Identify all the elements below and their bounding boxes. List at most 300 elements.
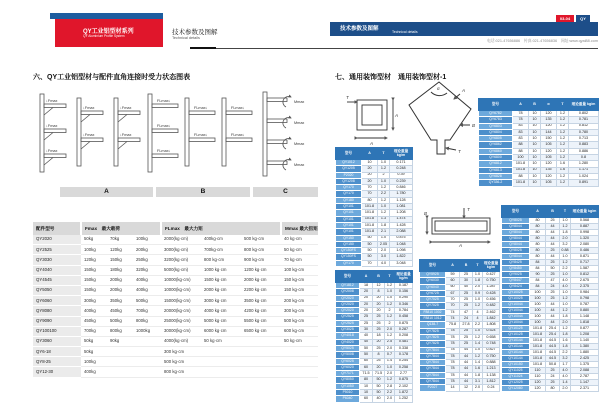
value-cell: 10: [529, 148, 541, 154]
value-cell: 1.375: [571, 362, 599, 368]
value-cell: 1.0: [378, 204, 390, 210]
value-cell: 50kg: [81, 347, 107, 357]
value-cell: 600 kg·cm: [281, 326, 318, 336]
brand-badge: QY: [576, 15, 590, 22]
value-cell: 0.287: [395, 327, 413, 333]
model-cell: QY4018: [336, 333, 360, 339]
value-cell: 80: [530, 242, 546, 248]
model-cell: QY6040: [420, 284, 446, 290]
value-cell: 0.875: [395, 377, 413, 383]
dim-label-a: A: [462, 88, 466, 93]
model-cell: QY10125: [502, 326, 530, 332]
table-row: [33, 265, 318, 275]
value-cell: 20: [360, 289, 373, 295]
value-cell: 1.872: [395, 390, 413, 396]
value-cell: 50: [360, 345, 373, 351]
value-cell: 0.9: [473, 290, 483, 296]
value-cell: 25: [373, 345, 385, 351]
value-cell: 70: [362, 185, 378, 191]
value-cell: 78: [446, 372, 460, 378]
model-cell: QY6782: [479, 111, 513, 117]
value-cell: 1.880: [571, 350, 599, 356]
model-cell: QY3030: [33, 255, 81, 265]
value-cell: 0.458: [395, 314, 413, 320]
value-cell: 700kg: [133, 306, 161, 316]
value-cell: 1.380: [571, 344, 599, 350]
value-cell: 0.846: [390, 185, 413, 191]
model-cell: QY6725: [420, 290, 446, 296]
value-cell: 1.2: [378, 185, 390, 191]
col-header-a: A: [530, 206, 546, 218]
dim-label-t: T: [467, 207, 470, 212]
value-cell: 10: [529, 142, 541, 148]
value-cell: 1.2: [560, 326, 571, 332]
value-cell: 120: [541, 173, 557, 179]
header-rule: [190, 48, 598, 49]
mmax-label: Mmax: [294, 121, 305, 125]
value-cell: 0.998: [571, 230, 599, 236]
value-cell: 1.2: [557, 180, 569, 186]
model-cell: QY6804: [479, 129, 513, 135]
value-cell: 500kg: [107, 316, 133, 326]
model-cell: QY6828: [479, 173, 513, 179]
value-cell: 74: [446, 309, 460, 315]
table-row: [33, 336, 318, 346]
col-header-b: B: [460, 260, 473, 272]
value-cell: 47: [460, 309, 473, 315]
value-cell: 50: [362, 235, 378, 241]
model-cell: QY7025: [420, 303, 446, 309]
value-cell: 18: [360, 283, 373, 289]
value-cell: 101.8: [530, 350, 546, 356]
model-cell: QY6020: [336, 364, 360, 370]
value-cell: 2.088: [390, 229, 413, 235]
rect-tube-diagram: [424, 202, 500, 248]
value-cell: 78: [446, 353, 460, 359]
value-cell: 25: [460, 328, 473, 334]
value-cell: 101.8: [362, 204, 378, 210]
header-rule-accent: [190, 47, 216, 50]
value-cell: 1.4: [560, 380, 571, 386]
table-row: [33, 316, 318, 326]
value-cell: 0.239: [390, 178, 413, 184]
value-cell: 1.0: [560, 302, 571, 308]
fmax-label: ↓Fmax: [46, 99, 58, 103]
value-cell: 83: [513, 136, 529, 142]
value-cell: 88: [513, 142, 529, 148]
col-header-t: T: [557, 99, 569, 111]
value-cell: 101.8: [530, 332, 546, 338]
value-cell: 1.4: [473, 341, 483, 347]
value-cell: 500 kg·cm: [241, 235, 281, 245]
value-cell: 10: [529, 167, 541, 173]
value-cell: 70 kg·cm: [281, 255, 318, 265]
model-cell: QY5050: [33, 285, 81, 295]
model-cell: QY6-18: [33, 347, 81, 357]
value-cell: 3.1: [473, 379, 483, 385]
value-cell: 0.187: [395, 283, 413, 289]
value-cell: 1.474: [390, 216, 413, 222]
value-cell: 50: [362, 254, 378, 260]
value-cell: 71.5: [360, 371, 373, 377]
value-cell: 44: [546, 224, 560, 230]
value-cell: 1.587: [571, 266, 599, 272]
model-cell: QY12080: [502, 386, 530, 392]
model-cell: QY8044: [502, 224, 530, 230]
value-cell: 4: [473, 316, 483, 322]
value-cell: 25000(kg·cm): [161, 316, 201, 326]
value-cell: 3000(kg·cm): [161, 245, 201, 255]
value-cell: 83: [513, 129, 529, 135]
value-cell: 1.128: [390, 197, 413, 203]
value-cell: 44: [460, 379, 473, 385]
model-cell: P2027: [420, 385, 446, 391]
value-cell: 1.2: [560, 224, 571, 230]
model-cell: QY9025: [502, 272, 530, 278]
value-cell: 44.5: [546, 350, 560, 356]
value-cell: 40: [360, 333, 373, 339]
model-cell: QY10150: [502, 362, 530, 368]
value-cell: 12: [373, 283, 385, 289]
value-cell: 1.6: [557, 161, 569, 167]
value-cell: 1.428: [390, 222, 413, 228]
value-cell: 110: [530, 374, 546, 380]
value-cell: 50kg: [81, 235, 107, 245]
value-cell: [281, 357, 318, 367]
value-cell: 60: [360, 396, 373, 402]
model-cell: QY8025: [502, 218, 530, 224]
model-cell: P2020: [336, 172, 362, 178]
table-header-row: [502, 206, 599, 218]
value-cell: [241, 357, 281, 367]
value-cell: 10: [360, 390, 373, 396]
value-cell: 200kg: [107, 285, 133, 295]
value-cell: 60: [446, 284, 460, 290]
value-cell: 2.2: [560, 266, 571, 272]
value-cell: 120: [541, 161, 557, 167]
value-cell: 101.8: [530, 344, 546, 350]
value-cell: 25: [546, 290, 560, 296]
model-cell: QY7171: [336, 371, 360, 377]
model-cell: QY2020: [33, 235, 81, 245]
value-cell: 80: [530, 254, 546, 260]
value-cell: 1.3: [378, 216, 390, 222]
value-cell: 1.808: [483, 322, 500, 328]
value-cell: 25: [373, 320, 385, 326]
value-cell: 10: [529, 117, 541, 123]
value-cell: 2.0: [385, 327, 395, 333]
model-cell: QY8424: [502, 284, 530, 290]
value-cell: 30: [360, 327, 373, 333]
col-header-alpha: α: [541, 99, 557, 111]
value-cell: 0.346: [395, 301, 413, 307]
col-header-t: T: [385, 271, 395, 283]
value-cell: 100: [530, 320, 546, 326]
value-cell: 1.812: [483, 379, 500, 385]
model-cell: QY6812: [479, 161, 513, 167]
value-cell: 0.812: [571, 272, 599, 278]
value-cell: 800 kg·cm: [161, 367, 201, 377]
col-header-fmax: Fmax 最大载荷: [81, 222, 161, 235]
table-row: [33, 347, 318, 357]
value-cell: 100: [530, 308, 546, 314]
value-cell: 40: [360, 339, 373, 345]
dim-label-alpha: α: [437, 86, 440, 91]
value-cell: 44: [546, 242, 560, 248]
col-header-b: B: [373, 271, 385, 283]
value-cell: 84: [530, 278, 546, 284]
value-cell: 25: [546, 260, 560, 266]
value-cell: 44: [546, 254, 560, 260]
value-cell: 20: [373, 339, 385, 345]
value-cell: 40: [373, 396, 385, 402]
model-cell: QY10144: [502, 338, 530, 344]
value-cell: 150: [541, 136, 557, 142]
value-cell: 100: [530, 296, 546, 302]
value-cell: 400kg: [81, 367, 107, 377]
value-cell: 1.0: [378, 178, 390, 184]
value-cell: 6500 kg·cm: [241, 326, 281, 336]
value-cell: 25: [360, 320, 373, 326]
value-cell: 25: [460, 341, 473, 347]
model-cell: QY6800: [479, 155, 513, 161]
dim-label-t: T: [346, 95, 349, 100]
value-cell: 0.784: [395, 308, 413, 314]
value-cell: 500kg: [133, 296, 161, 306]
corner-profile-table: [478, 98, 599, 187]
table-row: [33, 285, 318, 295]
model-cell: QY5008: [336, 352, 360, 358]
col-header-weight: 理论重量 kg/m: [483, 260, 500, 272]
value-cell: 135: [541, 167, 557, 173]
value-cell: 1.6: [473, 366, 483, 372]
model-cell: QY6803: [479, 123, 513, 129]
value-cell: 25.4: [546, 332, 560, 338]
value-cell: 1.4: [385, 358, 395, 364]
col-header-model: 型号: [502, 206, 530, 218]
value-cell: 44.5: [546, 344, 560, 350]
value-cell: 101.8: [530, 338, 546, 344]
flmax-label: FLmax↓: [157, 124, 171, 128]
value-cell: 1.0: [560, 254, 571, 260]
value-cell: 10000(kg·cm): [161, 285, 201, 295]
value-cell: 1.208: [571, 332, 599, 338]
value-cell: 101.8: [530, 356, 546, 362]
value-cell: 2.0: [385, 396, 395, 402]
value-cell: 1.2: [557, 173, 569, 179]
value-cell: 80: [530, 218, 546, 224]
value-cell: 1.822: [390, 254, 413, 260]
left-section-title: 六、QY工业铝型材与配件直角连接时受力状态图表: [33, 74, 191, 81]
value-cell: 0.156: [395, 289, 413, 295]
value-cell: 50 kg·cm: [281, 245, 318, 255]
value-cell: 60: [360, 364, 373, 370]
value-cell: 47: [546, 278, 560, 284]
model-cell: QY8044: [502, 236, 530, 242]
value-cell: 40: [460, 284, 473, 290]
value-cell: 78: [513, 117, 529, 123]
value-cell: 44: [546, 308, 560, 314]
model-cell: QY336-2: [479, 180, 513, 186]
table-header-row: [336, 148, 413, 160]
value-cell: 1.2: [557, 148, 569, 154]
value-cell: 25: [460, 334, 473, 340]
model-cell: QY7825: [420, 334, 446, 340]
value-cell: [201, 347, 241, 357]
model-cell: QY8080: [33, 306, 81, 316]
model-cell: QY8050: [336, 377, 360, 383]
value-cell: 250kg: [133, 255, 161, 265]
model-cell: QY2020: [336, 295, 360, 301]
value-cell: 0.781: [569, 117, 599, 123]
value-cell: 44: [546, 320, 560, 326]
value-cell: 2: [378, 172, 390, 178]
value-cell: 150kg: [81, 265, 107, 275]
value-cell: [107, 357, 133, 367]
value-cell: 105: [541, 155, 557, 161]
model-cell: QY7025: [420, 297, 446, 303]
value-cell: 50.8: [546, 362, 560, 368]
value-cell: 3.048: [390, 260, 413, 266]
value-cell: 5000(kg·cm): [161, 265, 201, 275]
value-cell: 59: [446, 272, 460, 278]
model-cell: P5010: [336, 390, 360, 396]
value-cell: 500 kg·cm: [281, 316, 318, 326]
value-cell: 50 kg·cm: [201, 336, 241, 346]
model-cell: QY8044: [502, 254, 530, 260]
value-cell: 0.875: [390, 235, 413, 241]
value-cell: 0.750: [483, 353, 500, 359]
value-cell: 120kg: [107, 245, 133, 255]
value-cell: 78: [446, 334, 460, 340]
value-cell: 135: [541, 117, 557, 123]
value-cell: 101.8: [513, 161, 529, 167]
page-number-badge: 03-04: [556, 15, 574, 22]
dim-label-a: A: [459, 243, 463, 248]
model-cell: QY3060: [33, 336, 81, 346]
model-cell: QY8044: [502, 242, 530, 248]
model-cell: QY150FS: [336, 254, 362, 260]
model-cell: QY7844: [420, 360, 446, 366]
value-cell: 0.178: [395, 352, 413, 358]
col-header-model: 型号: [336, 148, 362, 160]
value-cell: 1.2: [560, 308, 571, 314]
value-cell: 10000(kg·cm): [161, 275, 201, 285]
flat-profile-table-3: [501, 205, 599, 392]
value-cell: 25: [373, 358, 385, 364]
value-cell: 0.88: [561, 247, 569, 252]
group-label-c: C: [253, 187, 318, 197]
value-cell: 25: [460, 272, 473, 278]
model-cell: QY5025: [336, 345, 360, 351]
model-cell: QY170: [336, 191, 362, 197]
value-cell: 14: [446, 385, 460, 391]
value-cell: 100: [530, 290, 546, 296]
dim-label-b: B: [424, 211, 428, 216]
value-cell: 1.4: [473, 360, 483, 366]
value-cell: 1.0: [560, 218, 571, 224]
value-cell: [133, 347, 161, 357]
model-cell: QY8447: [502, 278, 530, 284]
value-cell: 15000(kg·cm): [161, 296, 201, 306]
banner-title-en: Technical details: [392, 30, 418, 34]
value-cell: 1.2: [557, 142, 569, 148]
value-cell: 101.8: [362, 229, 378, 235]
model-cell: QY2020: [336, 308, 360, 314]
value-cell: 100: [530, 314, 546, 320]
value-cell: 0.524: [483, 328, 500, 334]
flmax-label: FLmax↓: [194, 133, 208, 137]
value-cell: 2.2: [378, 191, 390, 197]
value-cell: 0.875: [395, 320, 413, 326]
value-cell: 1.320: [571, 236, 599, 242]
value-cell: 25: [460, 290, 473, 296]
model-cell: QY6860: [479, 148, 513, 154]
model-cell: QY10044: [502, 320, 530, 326]
value-cell: 120kg: [81, 255, 107, 265]
model-cell: QY101: [336, 216, 362, 222]
value-cell: 0.886: [569, 148, 599, 154]
table-row: [33, 275, 318, 285]
model-cell: QY10144: [502, 350, 530, 356]
value-cell: 1.2: [385, 283, 395, 289]
value-cell: 50: [373, 377, 385, 383]
col-header-flmax: FLmax 最大力矩: [161, 222, 281, 235]
value-cell: [241, 336, 281, 346]
value-cell: 78: [446, 379, 460, 385]
value-cell: 20: [373, 301, 385, 307]
value-cell: 2.05: [378, 241, 390, 247]
model-cell: QY101: [336, 229, 362, 235]
value-cell: 400kg·cm: [201, 235, 241, 245]
dim-label-a: A: [370, 141, 374, 146]
value-cell: 1.208: [390, 210, 413, 216]
value-cell: 450kg: [81, 316, 107, 326]
model-cell: QY8450: [502, 266, 530, 272]
model-cell: QY150: [336, 235, 362, 241]
value-cell: 44: [460, 353, 473, 359]
value-cell: 0.888: [483, 360, 500, 366]
model-cell: QY1208: [336, 178, 362, 184]
value-cell: 2.0: [378, 248, 390, 254]
value-cell: 2.0: [385, 371, 395, 377]
value-cell: 0.984: [571, 290, 599, 296]
model-cell: QY10025: [502, 296, 530, 302]
model-cell: QY4545: [33, 275, 81, 285]
value-cell: 30000(kg·cm): [161, 326, 201, 336]
value-cell: 0.248: [390, 166, 413, 172]
col-header-t: T: [560, 206, 571, 218]
dim-label-b: B: [472, 123, 476, 128]
table-header-row: [336, 271, 413, 283]
value-cell: [107, 367, 133, 377]
model-cell: QY12025: [502, 380, 530, 386]
value-cell: 78: [446, 341, 460, 347]
value-cell: 44: [460, 366, 473, 372]
value-cell: 1200 kg·cm: [241, 265, 281, 275]
value-cell: 20: [360, 295, 373, 301]
value-cell: 44: [546, 314, 560, 320]
value-cell: 25: [546, 380, 560, 386]
col-header-model: 型号: [420, 260, 446, 272]
value-cell: 25.4: [546, 326, 560, 332]
value-cell: 80: [530, 230, 546, 236]
flmax-label: FLmax↓: [157, 99, 171, 103]
value-cell: 1.2: [378, 197, 390, 203]
model-cell: QY10044: [502, 308, 530, 314]
model-cell: QY10025: [502, 290, 530, 296]
value-cell: 1.2: [385, 301, 395, 307]
